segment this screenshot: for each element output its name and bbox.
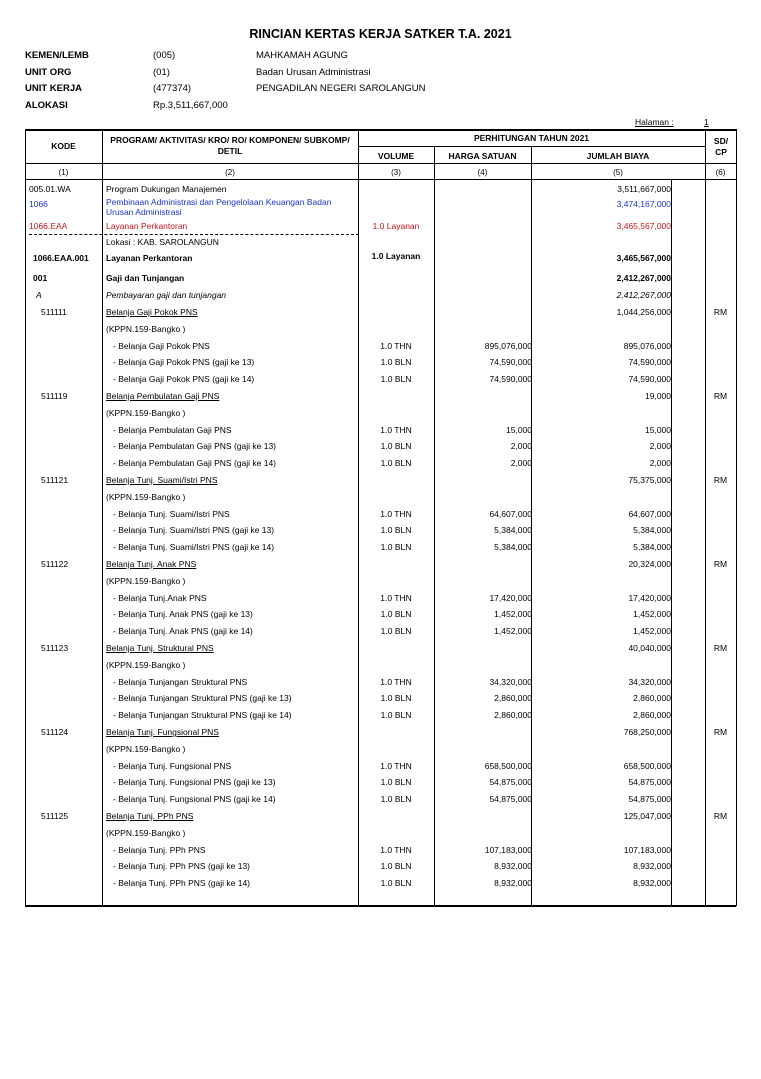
row-kode: 1066.EAA.001 (33, 253, 89, 263)
detail-volume: 1.0 BLN (380, 458, 412, 468)
col-number: (3) (391, 168, 401, 177)
header-code: (477374) (153, 83, 192, 94)
source-fund: RM (713, 811, 728, 821)
row-jumlah: 2,412,267,000 (616, 273, 671, 283)
detail-jumlah: 54,875,000 (628, 777, 671, 787)
detail-volume: 1.0 BLN (380, 609, 412, 619)
detail-volume: 1.0 BLN (380, 794, 412, 804)
detail-harga: 17,420,000 (489, 593, 532, 603)
detail-volume: 1.0 THN (380, 593, 412, 603)
detail-item: - Belanja Gaji Pokok PNS (gaji ke 13) (113, 357, 255, 367)
detail-jumlah: 74,590,000 (628, 374, 671, 384)
account-code: 511125 (41, 811, 69, 821)
detail-harga: 5,384,000 (494, 525, 532, 535)
detail-volume: 1.0 BLN (380, 861, 412, 871)
detail-jumlah: 2,000 (649, 458, 671, 468)
row-jumlah: 2,412,267,000 (616, 290, 671, 300)
account-name: Belanja Tunj. Fungsional PNS (106, 727, 219, 737)
col-number: (6) (715, 168, 726, 177)
detail-jumlah: 658,500,000 (623, 761, 671, 771)
detail-item: - Belanja Tunj. Fungsional PNS (gaji ke 14) (113, 794, 276, 804)
detail-harga: 2,860,000 (494, 693, 532, 703)
detail-jumlah: 54,875,000 (628, 794, 671, 804)
detail-jumlah: 2,860,000 (633, 693, 671, 703)
detail-jumlah: 5,384,000 (633, 525, 671, 535)
kppn-label: (KPPN.159-Bangko ) (106, 408, 186, 418)
detail-harga: 2,860,000 (494, 710, 532, 720)
kppn-label: (KPPN.159-Bangko ) (106, 576, 186, 586)
col-header-jumlah: JUMLAH BIAYA (586, 151, 650, 161)
account-name: Belanja Tunj. Struktural PNS (106, 643, 214, 653)
account-name: Belanja Pembulatan Gaji PNS (106, 391, 220, 401)
detail-volume: 1.0 BLN (380, 357, 412, 367)
header-key: ALOKASI (25, 100, 68, 111)
detail-volume: 1.0 BLN (380, 374, 412, 384)
col-line (671, 179, 672, 906)
detail-harga: 2,000 (510, 458, 532, 468)
account-total: 20,324,000 (628, 559, 671, 569)
header-code: (005) (153, 50, 176, 61)
header-code: Rp.3,511,667,000 (153, 100, 228, 111)
account-total: 19,000 (645, 391, 671, 401)
detail-harga: 34,320,000 (489, 677, 532, 687)
col-header-sdcp: SD/ CP (713, 136, 729, 157)
detail-item: - Belanja Tunj. Suami/Istri PNS (gaji ke 13) (113, 525, 275, 535)
account-name: Belanja Tunj. Anak PNS (106, 559, 197, 569)
col-header-kode: KODE (51, 141, 76, 151)
detail-volume: 1.0 THN (380, 341, 412, 351)
col-header-volume: VOLUME (377, 151, 415, 161)
detail-jumlah: 2,860,000 (633, 710, 671, 720)
source-fund: RM (713, 559, 728, 569)
row-uraian: Layanan Perkantoran (106, 253, 193, 263)
row-uraian: Layanan Perkantoran (106, 221, 188, 231)
row-uraian: Pembinaan Administrasi dan Pengelolaan Keuangan Badan (106, 197, 332, 207)
detail-jumlah: 34,320,000 (628, 677, 671, 687)
detail-harga: 15,000 (506, 425, 532, 435)
detail-harga: 5,384,000 (494, 542, 532, 552)
detail-item: - Belanja Tunj. Suami/Istri PNS (gaji ke 14) (113, 542, 275, 552)
row-jumlah: 3,474,167,000 (616, 199, 671, 209)
account-code: 511123 (41, 643, 69, 653)
detail-item: - Belanja Tunj. PPh PNS (gaji ke 13) (113, 861, 251, 871)
detail-volume: 1.0 THN (380, 509, 412, 519)
row-volume: 1.0 Layanan (372, 221, 420, 231)
detail-harga: 2,000 (510, 441, 532, 451)
header-key: UNIT ORG (25, 67, 72, 78)
detail-item: - Belanja Tunj. Fungsional PNS (gaji ke 13) (113, 777, 276, 787)
source-fund: RM (713, 475, 728, 485)
lokasi: Lokasi : KAB. SAROLANGUN (106, 237, 219, 247)
detail-volume: 1.0 BLN (380, 542, 412, 552)
detail-volume: 1.0 BLN (380, 777, 412, 787)
account-total: 1,044,256,000 (616, 307, 671, 317)
header-line (25, 179, 736, 180)
col-line (102, 129, 103, 906)
row-kode: 005.01.WA (29, 184, 71, 194)
kppn-label: (KPPN.159-Bangko ) (106, 324, 186, 334)
row-kode: 001 (33, 273, 48, 283)
detail-item: - Belanja Pembulatan Gaji PNS (113, 425, 232, 435)
detail-volume: 1.0 BLN (380, 525, 412, 535)
detail-jumlah: 8,932,000 (633, 861, 671, 871)
page-label: Halaman : (635, 117, 674, 127)
detail-volume: 1.0 BLN (380, 626, 412, 636)
account-code: 511119 (41, 391, 68, 401)
detail-volume: 1.0 THN (380, 761, 412, 771)
detail-volume: 1.0 BLN (380, 693, 412, 703)
col-line (434, 146, 435, 906)
header-value: PENGADILAN NEGERI SAROLANGUN (256, 83, 426, 94)
detail-harga: 895,076,000 (484, 341, 532, 351)
account-code: 511124 (41, 727, 69, 737)
detail-volume: 1.0 BLN (380, 710, 412, 720)
account-code: 511121 (41, 475, 69, 485)
detail-jumlah: 64,607,000 (628, 509, 671, 519)
detail-harga: 1,452,000 (494, 626, 532, 636)
detail-volume: 1.0 THN (380, 425, 412, 435)
detail-item: - Belanja Tunj. Anak PNS (gaji ke 13) (113, 609, 253, 619)
source-fund: RM (713, 391, 728, 401)
detail-volume: 1.0 THN (380, 677, 412, 687)
detail-volume: 1.0 THN (380, 845, 412, 855)
account-code: 511111 (41, 307, 67, 317)
account-code: 511122 (41, 559, 69, 569)
detail-jumlah: 17,420,000 (628, 593, 671, 603)
detail-item: - Belanja Tunjangan Struktural PNS (113, 677, 248, 687)
row-kode: A (36, 290, 42, 300)
col-number: (1) (58, 168, 69, 177)
account-name: Belanja Tunj. PPh PNS (106, 811, 194, 821)
kppn-label: (KPPN.159-Bangko ) (106, 660, 186, 670)
col-line (736, 129, 737, 906)
detail-item: - Belanja Tunj. PPh PNS (113, 845, 206, 855)
detail-jumlah: 107,183,000 (623, 845, 671, 855)
page-value: 1 (704, 117, 709, 127)
detail-jumlah: 8,932,000 (633, 878, 671, 888)
detail-jumlah: 15,000 (645, 425, 671, 435)
detail-harga: 8,932,000 (494, 878, 532, 888)
source-fund: RM (713, 307, 728, 317)
kppn-label: (KPPN.159-Bangko ) (106, 828, 186, 838)
row-volume: 1.0 Layanan (371, 251, 421, 261)
col-number: (2) (225, 168, 235, 177)
detail-harga: 54,875,000 (489, 794, 532, 804)
header-line (25, 163, 736, 164)
header-key: KEMEN/LEMB (25, 50, 89, 61)
account-total: 768,250,000 (623, 727, 671, 737)
kppn-label: (KPPN.159-Bangko ) (106, 744, 186, 754)
dashed-separator (29, 234, 359, 235)
account-total: 125,047,000 (623, 811, 671, 821)
source-fund: RM (713, 643, 728, 653)
account-name: Belanja Gaji Pokok PNS (106, 307, 198, 317)
detail-item: - Belanja Pembulatan Gaji PNS (gaji ke 13) (113, 441, 276, 451)
detail-item: - Belanja Gaji Pokok PNS (113, 341, 210, 351)
col-header-harga: HARGA SATUAN (448, 151, 517, 161)
detail-jumlah: 5,384,000 (633, 542, 671, 552)
detail-item: - Belanja Tunj. Anak PNS (gaji ke 14) (113, 626, 253, 636)
detail-harga: 107,183,000 (484, 845, 532, 855)
detail-volume: 1.0 BLN (380, 441, 412, 451)
col-line (705, 129, 706, 906)
account-total: 40,040,000 (628, 643, 671, 653)
row-jumlah: 3,465,567,000 (616, 253, 671, 263)
header-code: (01) (153, 67, 170, 78)
detail-harga: 54,875,000 (489, 777, 532, 787)
col-line (25, 129, 26, 906)
row-uraian: Program Dukungan Manajemen (106, 184, 227, 194)
detail-item: - Belanja Tunjangan Struktural PNS (gaji ke 14) (113, 710, 292, 720)
account-name: Belanja Tunj. Suami/Istri PNS (106, 475, 218, 485)
detail-harga: 658,500,000 (484, 761, 532, 771)
col-number: (5) (613, 168, 623, 177)
detail-jumlah: 895,076,000 (623, 341, 671, 351)
header-value: MAHKAMAH AGUNG (256, 50, 348, 61)
account-total: 75,375,000 (628, 475, 671, 485)
detail-jumlah: 1,452,000 (633, 609, 671, 619)
row-kode: 1066.EAA (29, 221, 68, 231)
row-uraian: Pembayaran gaji dan tunjangan (106, 290, 227, 300)
detail-jumlah: 2,000 (649, 441, 671, 451)
detail-volume: 1.0 BLN (380, 878, 412, 888)
detail-item: - Belanja Tunj. Suami/Istri PNS (113, 509, 230, 519)
detail-item: - Belanja Tunj.Anak PNS (113, 593, 207, 603)
col-header-program: PROGRAM/ AKTIVITAS/ KRO/ RO/ KOMPONEN/ SUBKOMP/ DETIL (110, 135, 350, 156)
kppn-label: (KPPN.159-Bangko ) (106, 492, 186, 502)
detail-harga: 64,607,000 (489, 509, 532, 519)
col-header-perhitungan: PERHITUNGAN TAHUN 2021 (473, 133, 590, 143)
document-title: RINCIAN KERTAS KERJA SATKER T.A. 2021 (249, 27, 512, 41)
header-value: Badan Urusan Administrasi (256, 67, 371, 78)
detail-harga: 1,452,000 (494, 609, 532, 619)
detail-jumlah: 74,590,000 (628, 357, 671, 367)
col-number: (4) (477, 168, 488, 177)
source-fund: RM (713, 727, 728, 737)
table-top-border (25, 129, 736, 131)
detail-item: - Belanja Tunj. Fungsional PNS (113, 761, 232, 771)
detail-item: - Belanja Tunj. PPh PNS (gaji ke 14) (113, 878, 251, 888)
detail-item: - Belanja Gaji Pokok PNS (gaji ke 14) (113, 374, 255, 384)
row-kode: 1066 (29, 199, 48, 209)
detail-item: - Belanja Pembulatan Gaji PNS (gaji ke 14) (113, 458, 276, 468)
detail-item: - Belanja Tunjangan Struktural PNS (gaji ke 13) (113, 693, 292, 703)
row-jumlah: 3,465,567,000 (616, 221, 671, 231)
detail-harga: 8,932,000 (494, 861, 532, 871)
row-jumlah: 3,511,667,000 (617, 184, 671, 194)
row-uraian-cont: Urusan Administrasi (106, 207, 182, 217)
row-uraian: Gaji dan Tunjangan (106, 273, 185, 283)
detail-harga: 74,590,000 (489, 374, 532, 384)
detail-jumlah: 1,452,000 (633, 626, 671, 636)
table-bottom-border (25, 905, 736, 907)
detail-harga: 74,590,000 (489, 357, 532, 367)
header-key: UNIT KERJA (25, 83, 83, 94)
page-number (635, 117, 709, 127)
